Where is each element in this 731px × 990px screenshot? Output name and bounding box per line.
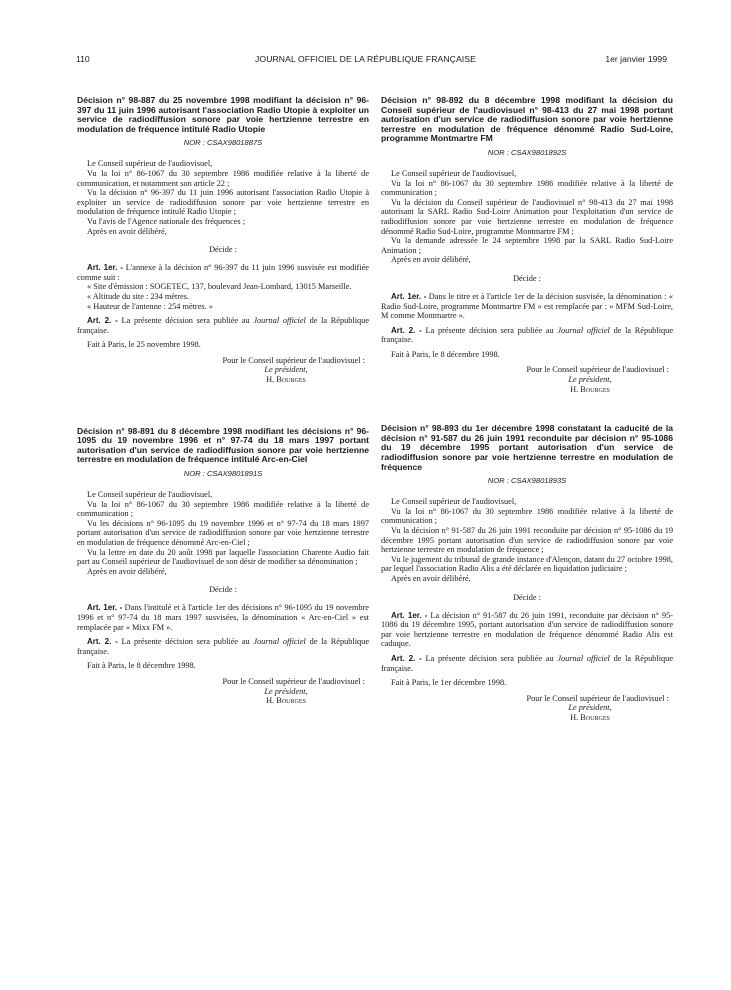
journal-officiel-ref: Journal officiel: [557, 653, 610, 663]
article-1: [77, 603, 369, 632]
article-label: Art. 1er. -: [87, 603, 123, 613]
article-2: Art. 2. - La présente décision sera publiée au Journal officiel de la République française.: [381, 325, 674, 345]
article-1: [77, 263, 369, 282]
signed-at: Fait à Paris, le 1er décembre 1998.: [391, 678, 507, 688]
signature-for: Pour le Conseil supérieur de l'audiovisuel :: [526, 693, 669, 703]
article-1: [381, 611, 673, 649]
journal-title: JOURNAL OFFICIEL DE LA RÉPUBLIQUE FRANÇAISE: [255, 54, 476, 64]
preamble-line: Vu l'avis de l'Agence nationale des fréquences ;: [87, 216, 245, 226]
preamble-line: Vu la loi n° 86-1067 du 30 septembre 1986 modifiée relative à la liberté de communication, et notamment son article 22 ;: [77, 168, 369, 188]
article-label: Art. 2. -: [391, 653, 422, 663]
preamble-line: Vu les décisions n° 96-1095 du 19 novembre 1996 et n° 97-74 du 18 mars 1997 portant autorisation d'un service de radiodiffusion sonore par voie hertzienne terrestre en modulation de fréquence dénommé Arc-en-Ciel ;: [77, 518, 369, 547]
signature-for: Pour le Conseil supérieur de l'audiovisuel :: [526, 365, 669, 375]
decision-title: Décision n° 98-887 du 25 novembre 1998 modifiant la décision n° 96-397 du 11 juin 1996 autorisant l'association Radio Utopie à exploiter un service de radiodiffusion sonore par voie hertzienne terrestre en modulation de fréquence intitulé Radio Utopie: [77, 95, 369, 134]
signed-at: Fait à Paris, le 8 décembre 1998.: [87, 661, 196, 671]
right-column: [381, 96, 673, 723]
list-item: « Site d'émission : SOGETEC, 137, boulevard Jean-Lombard, 13015 Marseille.: [87, 282, 352, 292]
signature-role: Le président,: [568, 375, 612, 385]
preamble-line: Le Conseil supérieur de l'audiovisuel,: [391, 497, 517, 507]
preamble-line: Vu la demande adressée le 24 septembre 1998 par la SARL Radio Sud-Loire Animation ;: [381, 236, 673, 255]
decide-heading: Décide :: [513, 273, 541, 283]
article-1: [381, 292, 673, 321]
preamble-line: Après en avoir délibéré,: [87, 566, 167, 576]
preamble-line: Le Conseil supérieur de l'audiovisuel,: [87, 490, 213, 500]
article-text: Dans le titre et à l'article 1er de la décision susvisée, la dénomination : « Radio Sud-Loire, programme Montmartre FM » est remplacée par : « MFM Sud-Loire, M comme Montmartre ».: [381, 291, 673, 321]
signature-role: Le président,: [264, 365, 308, 375]
page-number: 110: [76, 54, 90, 64]
list-item: « Hauteur de l'antenne : 254 mètres. »: [87, 301, 213, 311]
signature-for: Pour le Conseil supérieur de l'audiovisuel :: [222, 676, 365, 686]
nor-reference: NOR : CSAX9801892S: [487, 147, 567, 157]
preamble-line: Vu la décision n° 96-397 du 11 juin 1996 autorisant l'association Radio Utopie à exploiter un service de radiodiffusion sonore par voie hertzienne terrestre en modulation de fréquence intitulé Radio Utopie ;: [77, 188, 369, 217]
article-label: Art. 1er. -: [87, 263, 123, 273]
article-2: Art. 2. - La présente décision sera publiée au Journal officiel de la République française.: [77, 316, 370, 335]
left-column: [77, 96, 369, 706]
decision-98-891: [77, 427, 369, 706]
decide-heading: Décide :: [209, 585, 237, 595]
preamble-line: Vu la décision du Conseil supérieur de l'audiovisuel n° 98-413 du 27 mai 1998 autorisant la SARL Radio Sud-Loire Animation pour l'exploitation d'un service de radiodiffusion sonore par voie hertzienne terrestre en modulation de fréquence dénommé Radio Sud-Loire, programme Montmartre FM ;: [381, 197, 673, 236]
signed-at: Fait à Paris, le 25 novembre 1998.: [87, 340, 201, 350]
signature-name: H. Bourges: [570, 712, 610, 722]
decision-98-887: [77, 96, 369, 385]
signature-block: [381, 694, 673, 723]
journal-officiel-ref: Journal officiel: [557, 325, 610, 335]
preamble-line: Après en avoir délibéré,: [391, 255, 471, 265]
article-label: Art. 1er. -: [391, 291, 427, 301]
decision-98-892: [381, 96, 673, 394]
article-2: Art. 2. - La présente décision sera publiée au Journal officiel de la République française.: [77, 637, 370, 656]
journal-officiel-ref: Journal officiel: [253, 637, 306, 647]
signature-block: [77, 356, 369, 385]
preamble-line: Après en avoir délibéré,: [391, 573, 471, 583]
signature-block: [381, 365, 673, 394]
signature-name: H. Bourges: [266, 375, 306, 385]
preamble-line: Après en avoir délibéré,: [87, 226, 167, 236]
article-label: Art. 2. -: [87, 637, 118, 647]
article-2: Art. 2. - La présente décision sera publiée au Journal officiel de la République française.: [381, 653, 674, 673]
article-text: Dans l'intitulé et à l'article 1er des décisions n° 96-1095 du 19 novembre 1996 et n° 97-74 du 18 mars 1997 susvisées, la dénomination « Arc-en-Ciel » est remplacée par « Mixx FM ».: [77, 603, 369, 632]
article-label: Art. 1er. -: [391, 610, 428, 620]
page-header: [0, 54, 731, 70]
preamble-line: Vu la loi n° 86-1067 du 30 septembre 1986 modifiée relative à la liberté de communication ;: [381, 506, 673, 526]
signature-block: [77, 677, 369, 706]
signature-role: Le président,: [568, 703, 612, 713]
article-label: Art. 2. -: [87, 316, 118, 326]
preamble-line: Vu la lettre en date du 20 août 1998 par laquelle l'association Charente Audio fait part au Conseil supérieur de l'audiovisuel de son désir de modifier sa dénomination ;: [77, 547, 369, 567]
decision-98-893: [381, 424, 673, 722]
nor-reference: NOR : CSAX9801893S: [487, 476, 567, 486]
decision-title: Décision n° 98-892 du 8 décembre 1998 modifiant la décision du Conseil supérieur de l'audiovisuel n° 98-413 du 27 mai 1998 portant autorisation d'un service de radiodiffusion sonore par voie hertzienne terrestre en modulation de fréquence dénommé Radio Sud-Loire, programme Montmartre FM: [381, 95, 673, 144]
preamble-line: Vu la loi n° 86-1067 du 30 septembre 1986 modifiée relative à la liberté de communication ;: [77, 499, 369, 519]
issue-date: 1er janvier 1999: [605, 54, 667, 64]
nor-reference: NOR : CSAX9801891S: [183, 469, 263, 479]
article-text: L'annexe à la décision n° 96-397 du 11 juin 1996 susvisée est modifiée comme suit :: [77, 263, 369, 282]
signature-role: Le président,: [264, 686, 308, 696]
decide-heading: Décide :: [209, 245, 237, 255]
preamble-line: Le Conseil supérieur de l'audiovisuel,: [87, 159, 213, 169]
article-label: Art. 2. -: [391, 325, 422, 335]
nor-reference: NOR : CSAX9801887S: [183, 138, 263, 148]
decide-heading: Décide :: [513, 592, 541, 602]
list-item: « Altitude du site : 234 mètres.: [87, 291, 190, 301]
preamble-line: Vu la décision n° 91-587 du 26 juin 1991 reconduite par décision n° 95-1086 du 19 décembre 1995 portant autorisation d'un service de radiodiffusion sonore par voie hertzienne terrestre en modulation de fréquence ;: [381, 526, 673, 555]
article-text: La décision n° 91-587 du 26 juin 1991, reconduite par décision n° 95-1086 du 19 décembre 1995, portant autorisation d'un service de radiodiffusion sonore par voie hertzienne terrestre en modulation de fréquence dénommé Radio Alis est caduque.: [381, 610, 674, 649]
signature-for: Pour le Conseil supérieur de l'audiovisuel :: [222, 355, 365, 365]
preamble-line: Vu la loi n° 86-1067 du 30 septembre 1986 modifiée relative à la liberté de communication ;: [381, 178, 673, 198]
journal-officiel-ref: Journal officiel: [253, 316, 306, 326]
signature-name: H. Bourges: [266, 696, 306, 706]
preamble-line: Le Conseil supérieur de l'audiovisuel,: [391, 168, 517, 178]
signed-at: Fait à Paris, le 8 décembre 1998.: [391, 349, 500, 359]
decision-title: Décision n° 98-891 du 8 décembre 1998 modifiant les décisions n° 96-1095 du 19 novembre 1996 et n° 97-74 du 18 mars 1997 portant autorisation d'un service de radiodiffusion sonore par voie hertzienne terrestre en modulation de fréquence intitulé Arc-en-Ciel: [77, 425, 369, 465]
signature-name: H. Bourges: [570, 384, 610, 394]
decision-title: Décision n° 98-893 du 1er décembre 1998 constatant la caducité de la décision n° 91-587 du 26 juin 1991 reconduite par décision n° 95-1086 du 19 décembre 1995 portant autorisation d'un service de radiodiffusion sonore par voie hertzienne terrestre en modulation de fréquence: [381, 423, 673, 472]
preamble-line: Vu le jugement du tribunal de grande instance d'Alençon, datant du 27 octobre 1998, par lequel l'association Radio Alis a été déclarée en liquidation judiciaire ;: [381, 554, 673, 574]
